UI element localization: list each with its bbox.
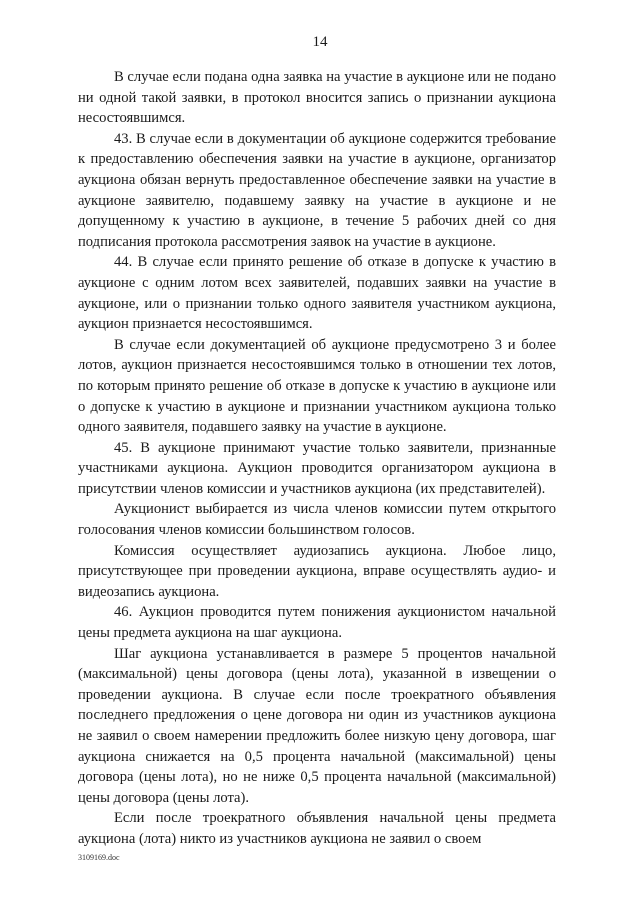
- paragraph: В случае если документацией об аукционе предусмотрено 3 и более лотов, аукцион признается несостоявшимся только в отношении тех лотов, по которым принято решение об отказе в допуске к участию в аукционе или о допуске к участию в аукционе и признании участником аукциона только одного заявителя, подавшего заявку на участие в аукционе.: [78, 336, 556, 436]
- paragraph: Аукционист выбирается из числа членов комиссии путем открытого голосования членов комиссии большинством голосов.: [78, 501, 556, 539]
- paragraph-44: 44. В случае если принято решение об отказе в допуске к участию в аукционе с одним лотом всех заявителей, подавших заявки на участие в аукционе, или о признании только одного заявителя участником аукциона, аукцион признается несостоявшимся.: [78, 254, 556, 333]
- paragraph: Шаг аукциона устанавливается в размере 5 процентов начальной (максимальной) цены договора (цены лота), указанной в извещении о проведении аукциона. В случае если после троекратного объявления последнего предложения о цене договора ни один из участников аукциона не заявил о своем намерении предложить более низкую цену договора, шаг аукциона снижается на 0,5 процента начальной (максимальной) цены договора (цены лота), но не ниже 0,5 процента начальной (максимальной) цены договора (цены лота).: [78, 645, 556, 806]
- paragraph-43: 43. В случае если в документации об аукционе содержится требование к предоставлению обеспечения заявки на участие в аукционе, организатор аукциона обязан вернуть предоставленное обеспечение заявки на участие в аукционе заявителю, подавшему заявку на участие в аукционе и не допущенному к участию в аукционе, в течение 5 рабочих дней со дня подписания протокола рассмотрения заявок на участие в аукционе.: [78, 130, 556, 250]
- document-filename: 3109169.doc: [78, 853, 120, 862]
- document-body: [78, 67, 556, 850]
- paragraph: Если после троекратного объявления начальной цены предмета аукциона (лота) никто из участников аукциона не заявил о своем: [78, 810, 556, 847]
- paragraph-45: 45. В аукционе принимают участие только заявители, признанные участниками аукциона. Аукцион проводится организатором аукциона в присутствии членов комиссии и участников аукциона (их представителей).: [78, 439, 556, 497]
- page-number: 14: [312, 34, 328, 50]
- paragraph-46: 46. Аукцион проводится путем понижения аукционистом начальной цены предмета аукциона на шаг аукциона.: [78, 604, 556, 642]
- paragraph: В случае если подана одна заявка на участие в аукционе или не подано ни одной такой заявки, в протокол вносится запись о признании аукциона несостоявшимся.: [78, 69, 556, 127]
- paragraph: Комиссия осуществляет аудиозапись аукциона. Любое лицо, присутствующее при проведении аукциона, вправе осуществлять аудио- и видеозапись аукциона.: [78, 542, 556, 600]
